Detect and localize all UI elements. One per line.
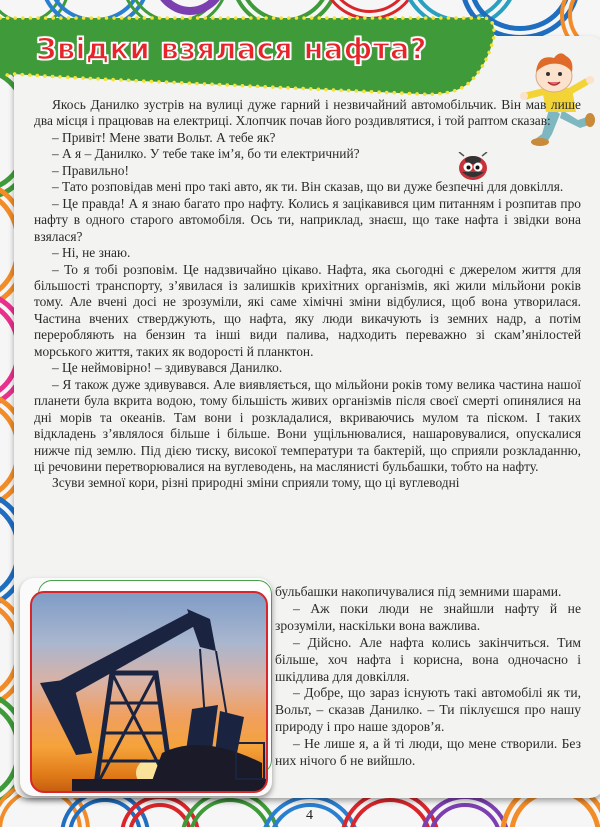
paragraph: – Привіт! Мене звати Вольт. А тебе як? [52, 129, 276, 145]
story-text [34, 97, 581, 492]
title-banner [0, 14, 500, 100]
paragraph: – Добре, що зараз існують такі автомобілі як ти, Вольт, – сказав Данилко. – Ти піклуєшся про нашу природу і про наше здоров’я. [275, 685, 581, 735]
paragraph: – Я також дуже здивувався. Але виявляється, що мільйони років тому велика частина нашої планети була вкрита водою, тому більшість живих організмів після своєї смерті опинялися на дні морів та океанів. Там вони і розкладалися, вкриваючись мулом та піском. І таких відкладень з’являлося більше і більше. Вони ущільнювалися, нашаровувалися, опускалися нижче під землю. Під дією тиску, високої температури та бактерій, що сприяли розкладанню, ці речовини перетворювалися на вуглеводень, на маслянисті бульбашки, тобто на нафту. [34, 376, 581, 474]
side-story-text [275, 584, 581, 770]
paragraph: Якось Данилко зустрів на вулиці дуже гарний і незвичайний автомобільчик. Він мав лише два місця і працював на електриці. Хлопчик почав його роздивлятися, і той раптом сказав: [34, 97, 581, 129]
paragraph: – Ні, не знаю. [52, 245, 131, 261]
oil-pumpjack-photo [30, 591, 268, 793]
paragraph: бульбашки накопичувалися під земними шарами. [275, 584, 562, 599]
paragraph: – Тато розповідав мені про такі авто, як ти. Він сказав, що ви дуже безпечні для довкілля. [52, 179, 564, 195]
page-number: 4 [306, 808, 313, 823]
paragraph: Зсуви земної кори, різні природні зміни сприяли тому, що ці вуглеводні [52, 475, 460, 491]
paragraph: – А я – Данилко. У тебе таке ім’я, бо ти електричний? [52, 146, 360, 162]
paragraph: – Це правда! А я знаю багато про нафту. Колись я зацікавився цим питанням і розпитав про нафту в одного старого автомобіля. Ось ти, наприклад, знаєш, що таке нафта і звідки вона взялася? [34, 195, 581, 244]
paragraph: – Не лише я, а й ті люди, що мене створили. Без них нічого б не вийшло. [275, 736, 581, 769]
paragraph: – Дійсно. Але нафта колись закінчиться. Тим більше, хоч нафта і корисна, вона одночасно і шкідлива для довкілля. [275, 634, 581, 684]
paragraph: – Аж поки люди не знайшли нафту й не зрозуміли, наскільки вона важлива. [275, 600, 581, 633]
page-title: Звідки взялася нафта? [36, 32, 427, 66]
paragraph: – Це неймовірно! – здивувався Данилко. [52, 360, 283, 376]
pumpjack-icon [32, 593, 266, 791]
paragraph: – Правильно! [52, 162, 129, 178]
paragraph: – То я тобі розповім. Це надзвичайно цікаво. Нафта, яка сьогодні є джерелом життя для більшості транспорту, з’явилася із залишків крихітних організмів, які жили мільйони років тому. Але вчені досі не зрозуміли, які саме хімічні зміни відбулися, щоб вона утворилася. Частина вчених стверджують, що нафта, яку люди викачують із земних надр, а потім переробляють на бензин та інші види палива, надходить переважно зі скам’янілостей морського життя, таких як водорості й планктон. [34, 261, 581, 359]
